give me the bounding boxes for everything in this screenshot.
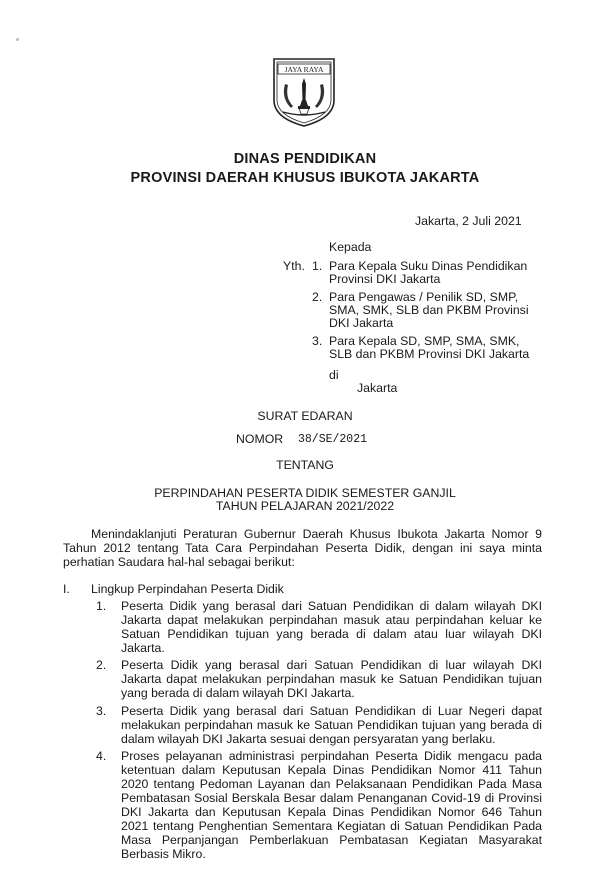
recipient-di: di [329,368,339,382]
recipient-line: Para Pengawas / Penilik SD, SMP, [329,290,519,304]
item-line: 2021 tentang Penghentian Sementara Kegiatan di Satuan Pendidikan Pada [121,819,542,833]
item-line: Jakarta dapat melakukan perpindahan masuk atau perpindahan keluar ke [121,613,542,627]
item-line: yang berada di dalam wilayah DKI Jakarta. [121,686,355,700]
item-line: Peserta Didik yang berasal dari Satuan Pendidikan di dalam wilayah DKI [121,599,542,613]
item-line: Jakarta. [121,641,165,655]
recipient-place: Jakarta [357,381,398,395]
letter-subject: PERPINDAHAN PESERTA DIDIK SEMESTER GANJIL [154,486,456,500]
letter-tentang: TENTANG [276,458,334,472]
agency-name: DINAS PENDIDIKAN [233,151,377,167]
scan-speck [16,38,19,41]
letter-number-label: NOMOR [236,432,284,446]
item-number: 4. [96,749,107,763]
recipient-yth: Yth. [283,259,305,273]
item-line: ketentuan dalam Keputusan Kepala Dinas Pendidikan Nomor 411 Tahun [121,763,542,777]
item-line: Pembatasan Sosial Berskala Besar dalam Penanganan Covid-19 di Provinsi [121,791,542,805]
item-line: 2020 tentang Pedoman Layanan dan Pelaksanaan Pendidikan Pada Masa [121,777,542,791]
item-line: Satuan Pendidikan tujuan yang berada di dalam atau luar wilayah DKI [121,627,542,641]
recipient-number: 2. [312,290,323,304]
item-line: DKI Jakarta dan Keputusan Kepala Dinas Pendidikan Nomor 646 Tahun [121,805,542,819]
item-line: Peserta Didik yang berasal dari Satuan Pendidikan di luar wilayah DKI [121,658,542,672]
jakarta-crest-icon [271,56,337,128]
item-line: melakukan perpindahan masuk ke Satuan Pendidikan tujuan yang berada di [121,718,542,732]
item-number: 3. [96,704,107,718]
section-title: Lingkup Perpindahan Peserta Didik [91,582,284,596]
section-number: I. [63,582,70,596]
recipient-line: DKI Jakarta [329,316,394,330]
recipient-number: 3. [312,334,323,348]
svg-text:JAYA RAYA: JAYA RAYA [284,65,324,74]
agency-province: PROVINSI DAERAH KHUSUS IBUKOTA JAKARTA [130,170,480,186]
recipient-line: SLB dan PKBM Provinsi DKI Jakarta [329,347,530,361]
recipient-line: Para Kepala Suku Dinas Pendidikan [329,259,528,273]
letter-number-value: 38/SE/2021 [298,433,368,446]
recipient-line: SMA, SMK, SLB dan PKBM Provinsi [329,303,529,317]
item-line: Berbasis Mikro. [121,847,206,861]
recipient-number: 1. [312,259,323,273]
item-line: Jakarta dapat melakukan perpindahan masuk ke Satuan Pendidikan tujuan [121,672,542,686]
intro-line: perhatian Saudara hal-hal sebagai berikut: [63,555,295,569]
letter-date: Jakarta, 2 Juli 2021 [415,214,522,228]
item-number: 2. [96,658,107,672]
item-line: Peserta Didik yang berasal dari Satuan Pendidikan di Luar Negeri dapat [121,704,542,718]
recipient-line: Para Kepala SD, SMP, SMA, SMK, [329,334,520,348]
item-line: Masa Perpanjangan Pemberlakuan Pembatasan Kegiatan Masyarakat [121,833,542,847]
intro-line: Menindaklanjuti Peraturan Gubernur Daerah Khusus Ibukota Jakarta Nomor 9 [91,527,542,541]
item-number: 1. [96,599,107,613]
recipient-line: Provinsi DKI Jakarta [329,272,441,286]
intro-line: Tahun 2012 tentang Tata Cara Perpindahan Peserta Didik, dengan ini saya minta [63,541,542,555]
item-line: Proses pelayanan administrasi perpindahan Peserta Didik mengacu pada [121,749,542,763]
letter-title: SURAT EDARAN [257,409,353,423]
item-line: dalam wilayah DKI Jakarta sesuai dengan persyaratan yang berlaku. [121,732,496,746]
letter-subject-year: TAHUN PELAJARAN 2021/2022 [215,499,395,513]
recipient-kepada: Kepada [329,240,372,254]
